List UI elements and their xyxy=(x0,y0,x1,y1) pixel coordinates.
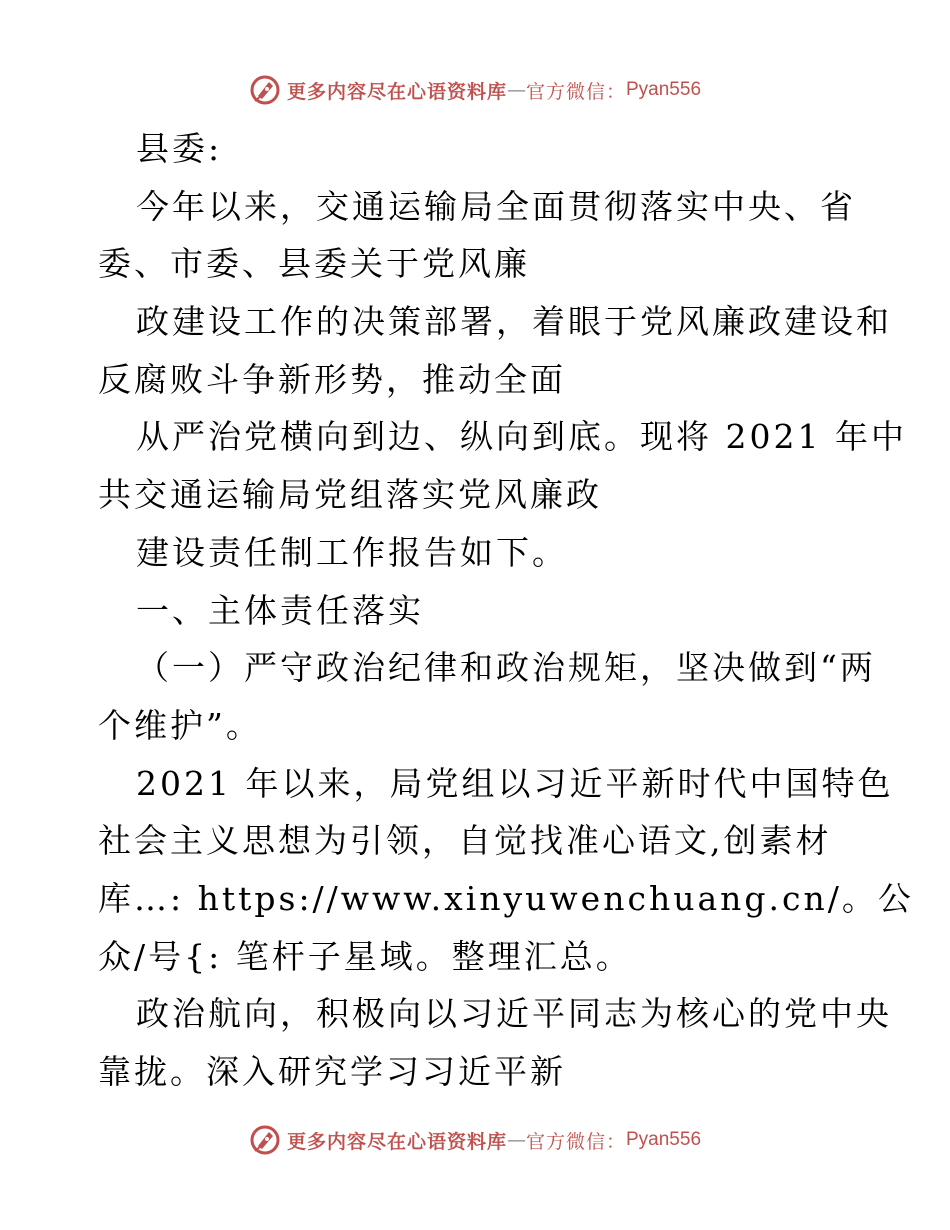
watermark-wechat-label: 官方微信： xyxy=(525,80,626,103)
watermark-wechat-label: 官方微信： xyxy=(525,1130,626,1153)
watermark-wechat-id: Pyan556 xyxy=(626,1129,702,1150)
footer-watermark xyxy=(0,1120,950,1160)
paragraph-line: 委、市委、县委关于党风廉 xyxy=(98,244,530,284)
salutation: 县委: xyxy=(136,129,223,168)
subsection-heading: （一）严守政治纪律和政治规矩，坚决做到“两 xyxy=(136,648,876,688)
paragraph-line: 靠拢。深入研究学习习近平新 xyxy=(98,1052,566,1091)
paragraph-line: 2021 年以来，局党组以习近平新时代中国特色 xyxy=(136,763,894,803)
header-watermark xyxy=(0,70,950,110)
watermark-separator: — xyxy=(506,79,526,101)
pen-nib-logo-icon xyxy=(249,74,281,106)
watermark-text: 更多内容尽在心语资料库 xyxy=(286,80,507,103)
paragraph-line: 反腐败斗争新形势，推动全面 xyxy=(98,359,566,399)
paragraph-line: 政建设工作的决策部署，着眼于党风廉政建设和 xyxy=(136,302,892,342)
paragraph-line: 建设责任制工作报告如下。 xyxy=(136,532,568,572)
document-body xyxy=(98,120,914,1101)
section-heading: 一、主体责任落实 xyxy=(136,590,424,630)
paragraph-line: 社会主义思想为引领，自觉找准心语文,创素材 xyxy=(98,821,832,861)
paragraph-line: 库…: https://www.xinyuwenchuang.cn/。公 xyxy=(98,878,914,918)
watermark-wechat-id: Pyan556 xyxy=(626,79,702,100)
paragraph-line: 共交通运输局党组落实党风廉政 xyxy=(98,475,602,515)
watermark-text: 更多内容尽在心语资料库 xyxy=(286,1130,507,1153)
pen-nib-logo-icon xyxy=(249,1124,281,1156)
watermark-separator: — xyxy=(506,1129,526,1151)
paragraph-line: 从严治党横向到边、纵向到底。现将 2021 年中 xyxy=(136,417,907,457)
paragraph-line: 政治航向，积极向以习近平同志为核心的党中央 xyxy=(136,994,892,1034)
paragraph-line: 今年以来，交通运输局全面贯彻落实中央、省 xyxy=(136,186,856,226)
subsection-heading-cont: 个维护”。 xyxy=(98,705,262,745)
paragraph-line: 众/号{: 笔杆子星域。整理汇总。 xyxy=(98,936,632,976)
